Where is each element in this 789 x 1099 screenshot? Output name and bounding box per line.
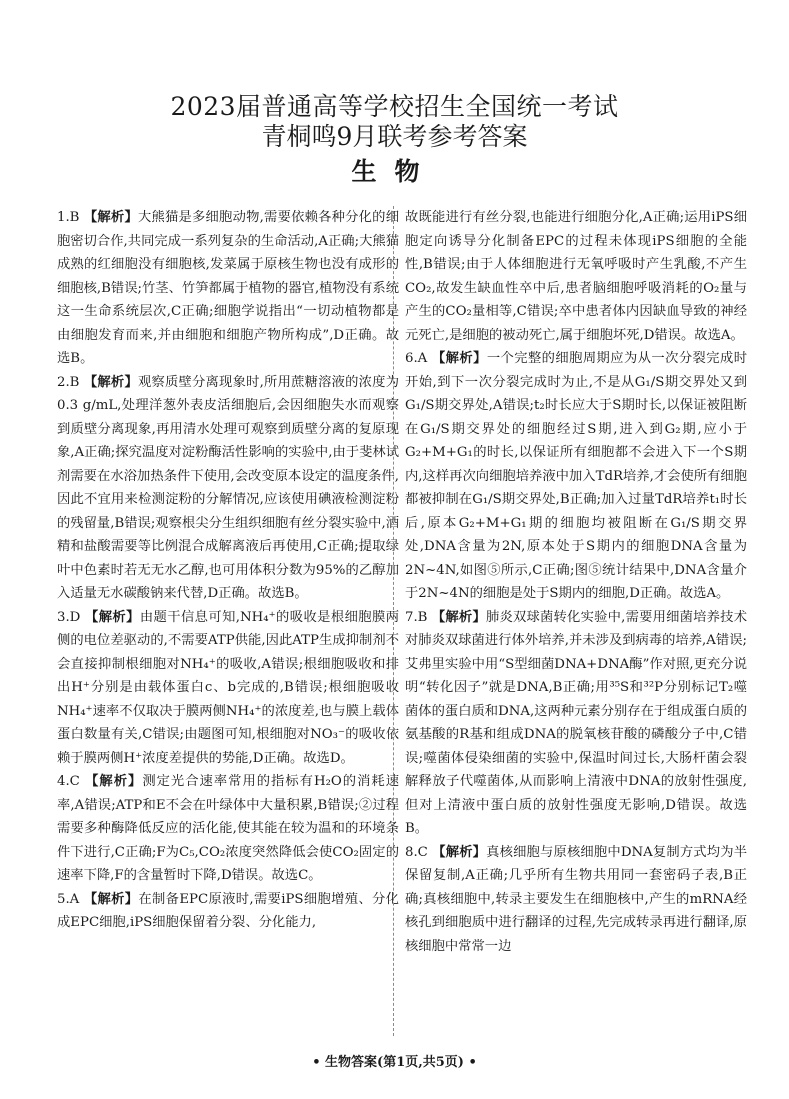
analysis-tag: 【解析】 — [432, 844, 487, 860]
column-divider — [393, 206, 394, 1036]
answer-number: 8.C — [405, 844, 433, 860]
answer-8 — [405, 841, 747, 959]
answer-number: 7.B — [405, 609, 432, 625]
answer-text: 肺炎双球菌转化实验中,需要用细菌培养技术对肺炎双球菌进行体外培养,并未涉及到病毒的培养,A错误;艾弗里实验中用“S型细菌DNA+DNA酶”作对照,更充分说明“转化因子”就是DNA,B正确;用³⁵S和³²P分别标记T₂噬菌体的蛋白质和DNA,这两种元素分别存在于组成蛋白质的氨基酸的R基和组成DNA的脱氧核苷酸的磷酸分子中,C错误;噬菌体侵染细菌的实验中,保温时间过长,大肠杆菌会裂解释放子代噬菌体,从而影响上清液中DNA的放射性强度,但对上清液中蛋白质的放射性强度无影响,D错误。故选B。 — [405, 609, 747, 836]
answer-number: 1.B — [57, 210, 84, 225]
answer-6 — [405, 347, 747, 606]
analysis-tag: 【解析】 — [83, 374, 138, 390]
exam-title: 2023届普通高等学校招生全国统一考试 — [170, 92, 619, 121]
answer-text: 大熊猫是多细胞动物,需要依赖各种分化的细胞密切合作,共同完成一系列复杂的生命活动,A正确;大熊猫成熟的红细胞没有细胞核,发菜属于原核生物也没有成形的细胞核,B错误;竹茎、竹笋都属于植物的器官,植物没有系统这一生命系统层次,C正确;细胞学说指出“一切动植物都是由细胞发育而来,并由细胞和细胞产物所构成”,D正确。故选B。 — [57, 210, 399, 366]
answer-3 — [57, 606, 399, 771]
analysis-tag: 【解析】 — [85, 609, 140, 625]
analysis-tag: 【解析】 — [83, 210, 138, 225]
exam-subtitle: 青桐鸣9月联考参考答案 — [261, 122, 528, 151]
answer-5 — [57, 888, 399, 935]
analysis-tag: 【解析】 — [83, 891, 139, 907]
page-header — [0, 92, 789, 188]
answer-number: 3.D — [57, 609, 85, 625]
answer-text: 观察质壁分离现象时,所用蔗糖溶液的浓度为0.3 g/mL,处理洋葱外表皮活细胞后,会因细胞失水而观察到质壁分离现象,再用清水处理可观察到质壁分离的复原现象,A正确;探究温度对淀粉酶活性影响的实验中,由于斐林试剂需要在水浴加热条件下使用,会改变原本设定的温度条件,因此不宜用来检测淀粉的分解情况,应该使用碘液检测淀粉的残留量,B错误;观察根尖分生组织细胞有丝分裂实验中,酒精和盐酸需要等比例混合成解离液后再使用,C正确;提取绿叶中色素时若无无水乙醇,也可用体积分数为95%的乙醇加入适量无水碳酸钠来代替,D正确。故选B。 — [57, 374, 399, 601]
answer-number: 5.A — [57, 891, 84, 907]
subject-title: 生物 — [351, 157, 438, 186]
answer-text: 真核细胞与原核细胞中DNA复制方式均为半保留复制,A正确;几乎所有生物共用同一套密码子表,B正确;真核细胞中,转录主要发生在细胞核中,产生的mRNA经核孔到细胞质中进行翻译的过程,先完成转录再进行翻译,原核细胞中常常一边 — [405, 844, 747, 954]
page-footer: • 生物答案(第1页,共5页) • — [312, 1055, 477, 1070]
answer-4 — [57, 770, 399, 888]
answer-number: 4.C — [57, 774, 86, 789]
answer-2 — [57, 371, 399, 606]
answer-text: 测定光合速率常用的指标有H₂O的消耗速率,A错误;ATP和E不会在叶绿体中大量积累,B错误;②过程需要多种酶降低反应的活化能,使其能在较为温和的环境条件下进行,C正确;F为C₅,CO₂浓度突然降低会使CO₂固定的速率下降,F的含量暂时下降,D错误。故选C。 — [57, 774, 400, 883]
answer-number: 2.B — [57, 374, 84, 390]
answer-number: 6.A — [405, 351, 432, 366]
answer-text: 由题干信息可知,NH₄⁺的吸收是根细胞膜两侧的电位差驱动的,不需要ATP供能,因此ATP生成抑制剂不会直接抑制根细胞对NH₄⁺的吸收,A错误;根细胞吸收和排出H⁺分别是由载体蛋白c、b完成的,B错误;根细胞吸收NH₄⁺速率不仅取决于膜两侧NH₄⁺的浓度差,也与膜上载体蛋白数量有关,C错误;由题图可知,根细胞对NO₃⁻的吸收依赖于膜两侧H⁺浓度差提供的势能,D正确。故选D。 — [57, 609, 400, 766]
left-column — [57, 206, 399, 935]
answer-1 — [57, 206, 399, 371]
right-column — [405, 206, 747, 958]
answer-text: 一个完整的细胞周期应为从一次分裂完成时开始,到下一次分裂完成时为止,不是从G₁/S期交界处又到G₁/S期交界处,A错误;t₂时长应大于S期时长,以保证被阻断在G₁/S期交界处的细胞经过S期,进入到G₂期,应小于G₂+M+G₁的时长,以保证所有细胞都不会进入下一个S期内,这样再次向细胞培养液中加入TdR培养,才会使所有细胞都被抑制在G₁/S期交界处,B正确;加入过量TdR培养t₁时长后,原本G₂+M+G₁期的细胞均被阻断在G₁/S期交界处,DNA含量为2N,原本处于S期内的细胞DNA含量为2N~4N,如图⑤所示,C正确;图⑤统计结果中,DNA含量介于2N~4N的细胞是处于S期内的细胞,D正确。故选A。 — [405, 351, 747, 601]
analysis-tag: 【解析】 — [85, 774, 143, 789]
answer-5-continued: 故既能进行有丝分裂,也能进行细胞分化,A正确;运用iPS细胞定向诱导分化制备EPC的过程未体现iPS细胞的全能性,B错误;由于人体细胞进行无氧呼吸时产生乳酸,不产生CO₂,故发生缺血性卒中后,患者脑细胞呼吸消耗的O₂量与产生的CO₂量相等,C错误;卒中患者体内因缺血导致的神经元死亡,是细胞的被动死亡,属于细胞坏死,D错误。故选A。 — [405, 210, 747, 343]
answer-text: 在制备EPC原液时,需要iPS细胞增殖、分化成EPC细胞,iPS细胞保留着分裂、分化能力, — [57, 891, 399, 930]
analysis-tag: 【解析】 — [431, 609, 486, 625]
answer-7 — [405, 606, 747, 841]
analysis-tag: 【解析】 — [431, 351, 487, 366]
